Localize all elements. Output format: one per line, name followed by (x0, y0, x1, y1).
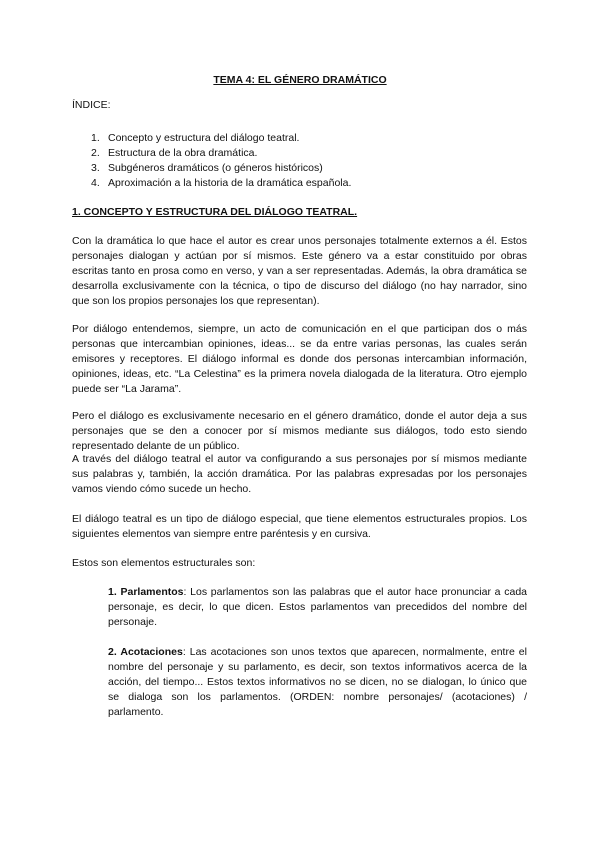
list-item-number: 4. (91, 177, 100, 189)
element-text: : Los parlamentos son las palabras que el autor hace pronunciar a cada personaje, es decir, lo que dicen. Estos parlamentos van precedidos del nombre del personaje. (108, 586, 527, 628)
list-item-text: Subgéneros dramáticos (o géneros históricos) (108, 162, 323, 174)
list-item (91, 146, 351, 161)
paragraph: Pero el diálogo es exclusivamente necesario en el género dramático, donde el autor deja a sus personajes que se den a conocer por sí mismos mediante sus diálogos, todo esto siendo representado delante de un público. (72, 410, 527, 452)
index-label: ÍNDICE: (72, 99, 111, 111)
element-text: : Las acotaciones son unos textos que aparecen, normalmente, entre el nombre del personaje y su parlamento, es decir, son textos informativos acerca de la acción, del tiempo... Estos textos informativos no se dicen, no se dialogan, lo único que se dialoga son los parlamentos. (ORDEN: nombre personajes/ (acotaciones) / parlamento. (108, 646, 527, 718)
list-item (91, 176, 351, 191)
list-item-number: 2. (91, 147, 100, 159)
index-list (91, 131, 351, 191)
element-parlamentos (108, 585, 527, 630)
section-heading: 1. CONCEPTO Y ESTRUCTURA DEL DIÁLOGO TEATRAL. (72, 206, 358, 218)
paragraph: Con la dramática lo que hace el autor es crear unos personajes totalmente externos a él. Estos personajes dialogan y actúan por sí mismos. Este género va a estar constituido por obras escritas tanto en prosa como en verso, y van a ser representadas. Además, la obra dramática se desarrolla exclusivamente con la técnica, o tipo de discurso del diálogo (no hay narrador, sino que son los propios personajes los que representan). (72, 235, 527, 307)
paragraph: Estos son elementos estructurales son: (72, 557, 256, 569)
paragraph: A través del diálogo teatral el autor va configurando a sus personajes por sí mismos mediante sus palabras y, también, la acción dramática. Por las palabras expresadas por los personajes vamos viendo cómo sucede un hecho. (72, 453, 527, 495)
element-label: 2. Acotaciones (108, 646, 183, 658)
list-item-text: Estructura de la obra dramática. (108, 147, 258, 159)
element-label: 1. Parlamentos (108, 586, 184, 598)
list-item-text: Aproximación a la historia de la dramática española. (108, 177, 352, 189)
list-item (91, 161, 351, 176)
page-title: TEMA 4: EL GÉNERO DRAMÁTICO (213, 74, 387, 86)
element-acotaciones (108, 645, 527, 720)
list-item-number: 1. (91, 132, 100, 144)
list-item (91, 131, 351, 146)
paragraph: El diálogo teatral es un tipo de diálogo especial, que tiene elementos estructurales propios. Los siguientes elementos van siempre entre paréntesis y en cursiva. (72, 513, 527, 540)
paragraph: Por diálogo entendemos, siempre, un acto de comunicación en el que participan dos o más personas que intercambian opiniones, ideas... se da entre varias personas, las cuales serán emisores y receptores. El diálogo informal es donde dos personas intercambian información, opiniones, ideas, etc. “La Celestina” es la primera novela dialogada de la literatura. Otro ejemplo puede ser “La Jarama”. (72, 323, 527, 395)
list-item-number: 3. (91, 162, 100, 174)
list-item-text: Concepto y estructura del diálogo teatral. (108, 132, 300, 144)
